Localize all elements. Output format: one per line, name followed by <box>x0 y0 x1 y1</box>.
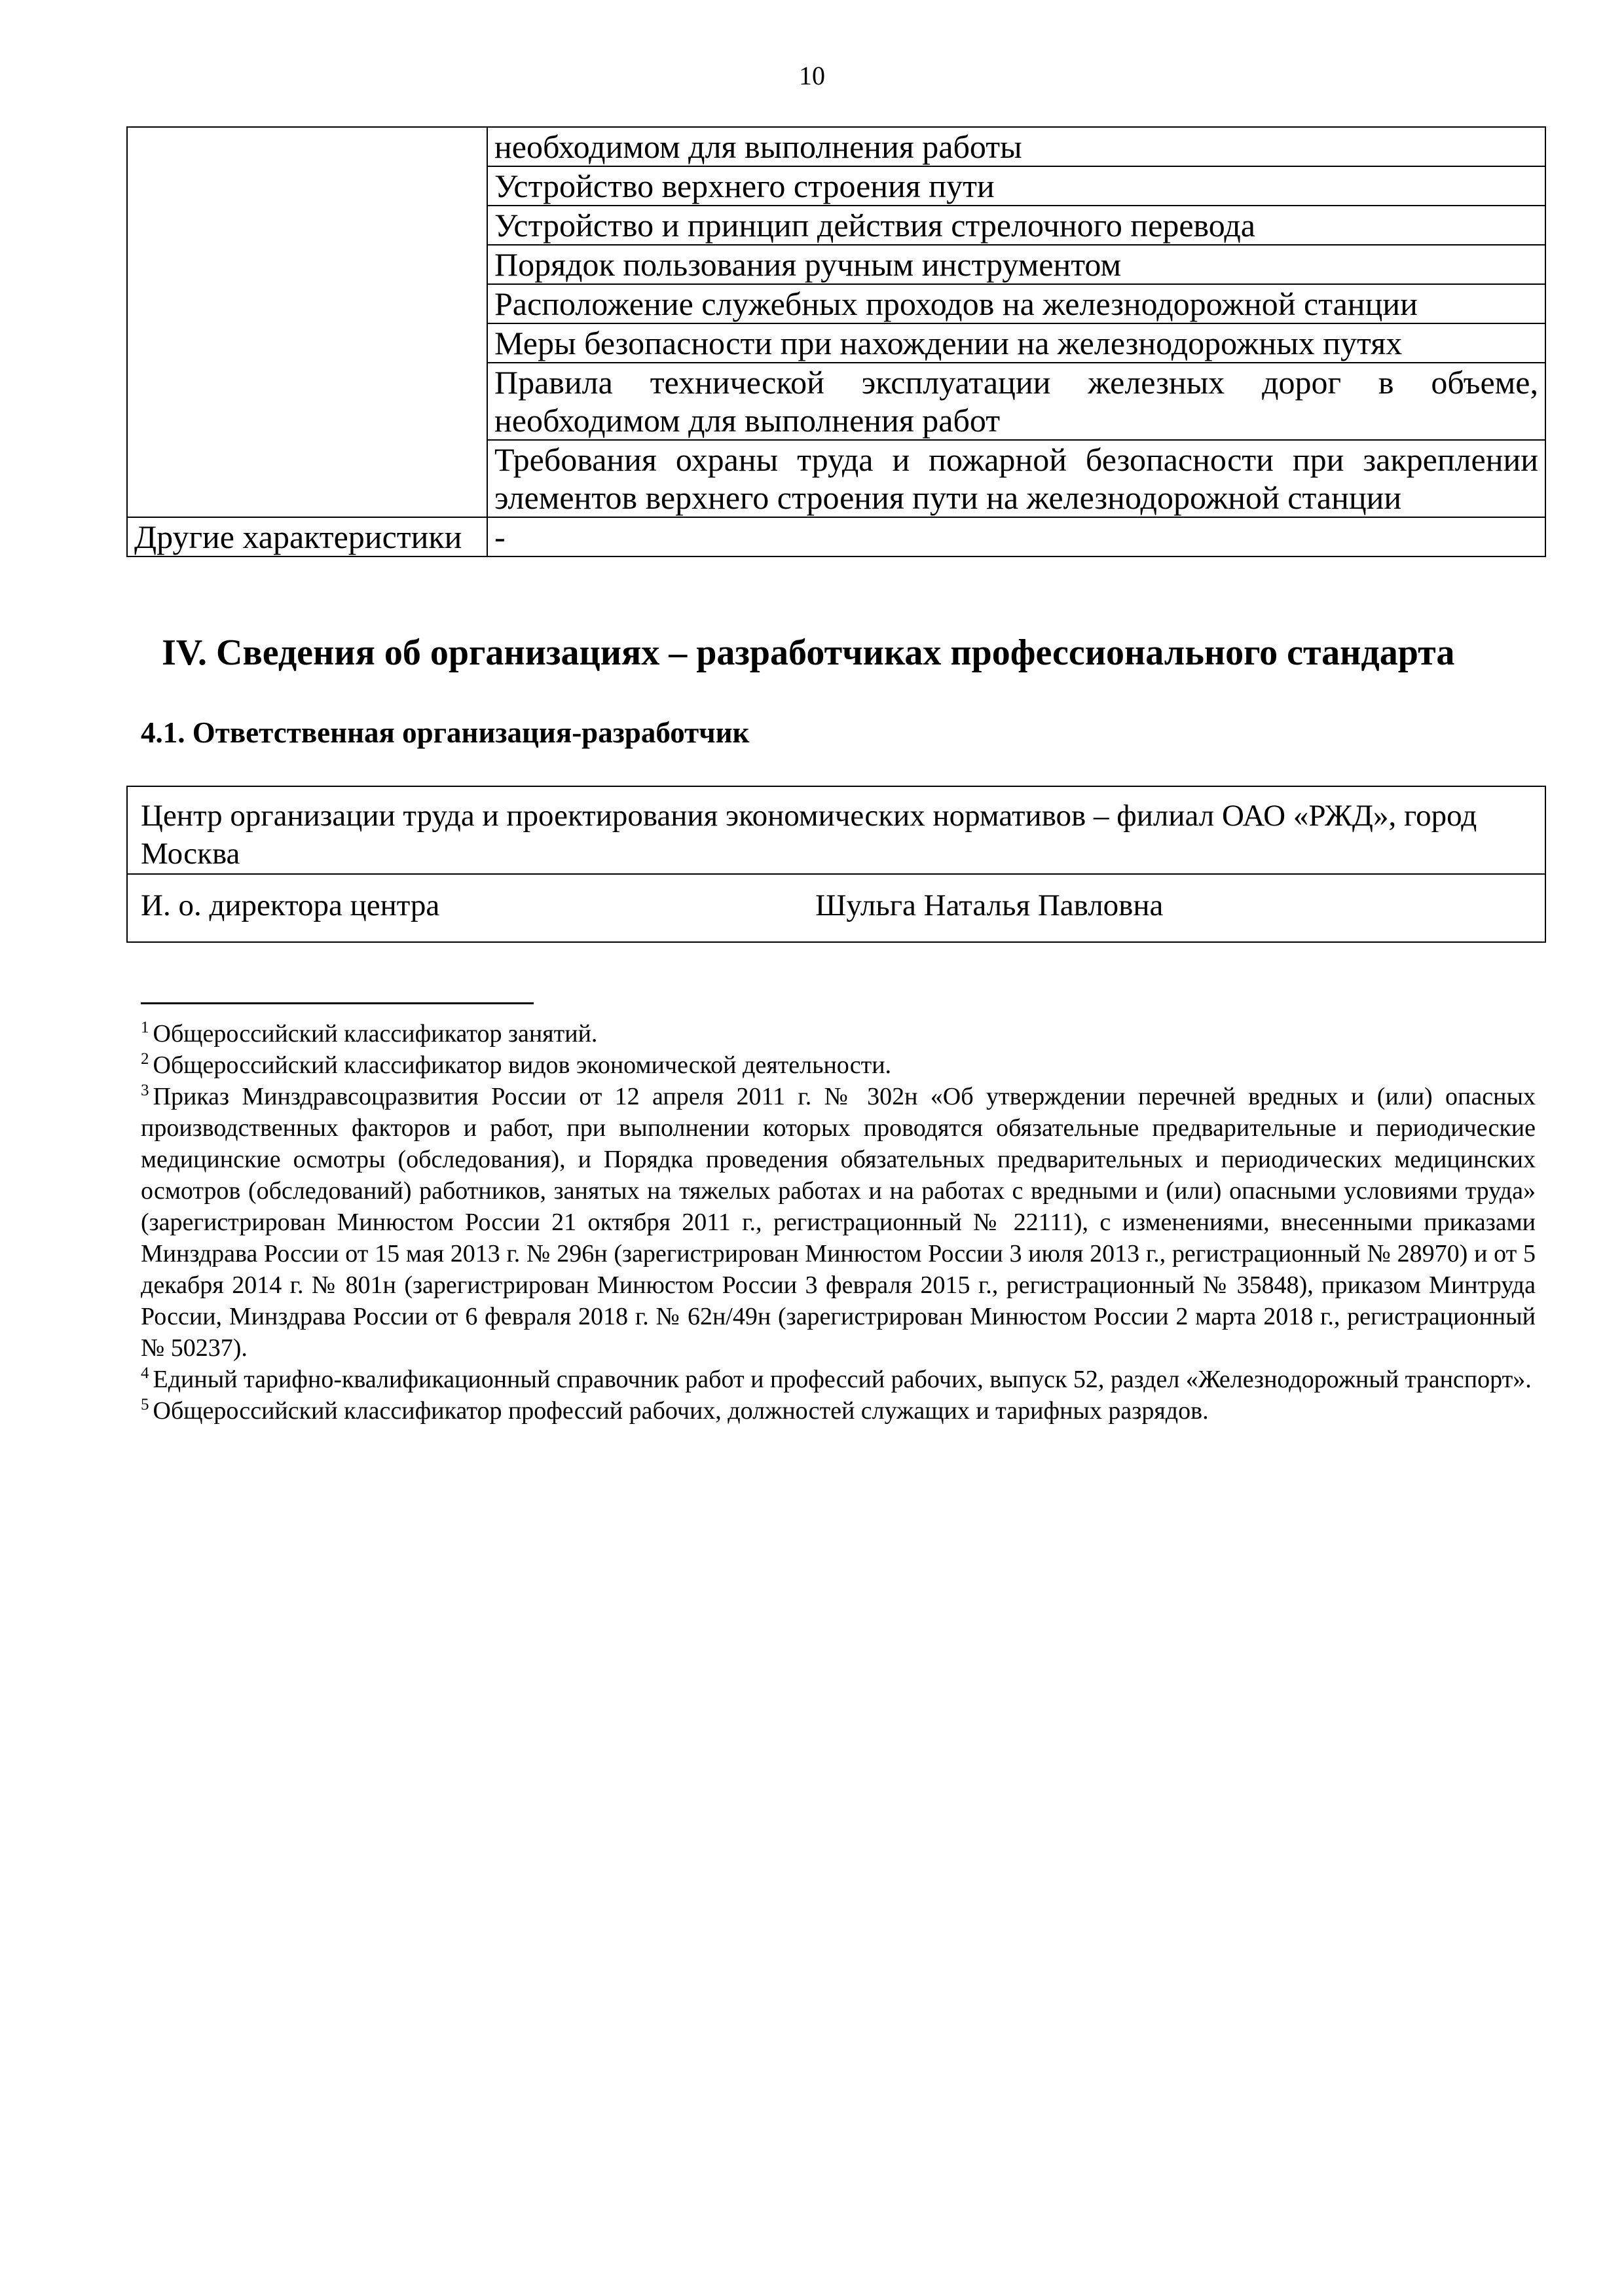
footnote-separator <box>141 1002 534 1004</box>
organization-name: Центр организации труда и проектирования экономических нормативов – филиал ОАО «РЖД», город Москва <box>141 799 1477 871</box>
organization-divider <box>128 873 1545 875</box>
table-cell: Меры безопасности при нахождении на железнодорожных путях <box>487 323 1545 363</box>
footnote-number: 5 <box>141 1396 149 1414</box>
section-title: IV. Сведения об организациях – разработчиках профессионального стандарта <box>162 632 1455 673</box>
footnote-text: Общероссийский классификатор профессий рабочих, должностей служащих и тарифных разрядов. <box>153 1397 1209 1425</box>
footnote-number: 2 <box>141 1050 149 1068</box>
table-cell: Требования охраны труда и пожарной безопасности при закреплении элементов верхнего строения пути на железнодорожной станции <box>487 440 1545 517</box>
table-cell: Устройство верхнего строения пути <box>487 166 1545 206</box>
organization-person: Шульга Наталья Павловна <box>815 888 1164 922</box>
organization-role: И. о. директора центра <box>141 888 440 922</box>
organization-box <box>126 786 1546 943</box>
footnote <box>141 1364 1536 1395</box>
footnote <box>141 1081 1536 1364</box>
other-characteristics-label: Другие характеристики <box>127 517 487 556</box>
footnote-text: Приказ Минздравсоцразвития России от 12 апреля 2011 г. № 302н «Об утверждении перечней вредных и (или) опасных производственных факторов и работ, при выполнении которых проводятся обязательные предварительные и периодические медицинские осмотры (обследования), и Порядка проведения обязательных предварительных и периодических медицинских осмотров (обследований) работников, занятых на тяжелых работах и на работах с вредными и (или) опасными условиями труда» (зарегистрирован Минюстом России 21 октября 2011 г., регистрационный № 22111), с изменениями, внесенными приказами Минздрава России от 15 мая 2013 г. № 296н (зарегистрирован Минюстом России 3 июля 2013 г., регистрационный № 28970) и от 5 декабря 2014 г. № 801н (зарегистрирован Минюстом России 3 февраля 2015 г., регистрационный № 35848), приказом Минтруда России, Минздрава России от 6 февраля 2018 г. № 62н/49н (зарегистрирован Минюстом России 2 марта 2018 г., регистрационный № 50237). <box>141 1083 1536 1362</box>
table-cell: Правила технической эксплуатации железных дорог в объеме, необходимом для выполнения работ <box>487 363 1545 440</box>
subsection-title: 4.1. Ответственная организация-разработчик <box>141 716 750 749</box>
footnotes <box>141 1018 1536 1427</box>
page-number: 10 <box>799 61 825 90</box>
footnote-number: 4 <box>141 1364 149 1383</box>
table-cell: необходимом для выполнения работы <box>487 127 1545 166</box>
footnote <box>141 1049 1536 1081</box>
table-row <box>127 127 1545 166</box>
table-row <box>127 517 1545 556</box>
footnote-text: Единый тарифно-квалификационный справочник работ и профессий рабочих, выпуск 52, раздел «Железнодорожный транспорт». <box>153 1366 1532 1393</box>
table-cell: Расположение служебных проходов на железнодорожной станции <box>487 284 1545 323</box>
footnote <box>141 1395 1536 1427</box>
footnote-number: 1 <box>141 1019 149 1037</box>
footnote-text: Общероссийский классификатор занятий. <box>153 1020 598 1048</box>
footnote <box>141 1018 1536 1049</box>
table-cell: Порядок пользования ручным инструментом <box>487 245 1545 284</box>
table-cell: Устройство и принцип действия стрелочного перевода <box>487 206 1545 245</box>
table-empty-cell <box>127 127 487 517</box>
footnote-text: Общероссийский классификатор видов экономической деятельности. <box>153 1051 892 1079</box>
other-characteristics-value: - <box>487 517 1545 556</box>
footnote-number: 3 <box>141 1082 149 1100</box>
knowledge-table <box>126 126 1546 557</box>
